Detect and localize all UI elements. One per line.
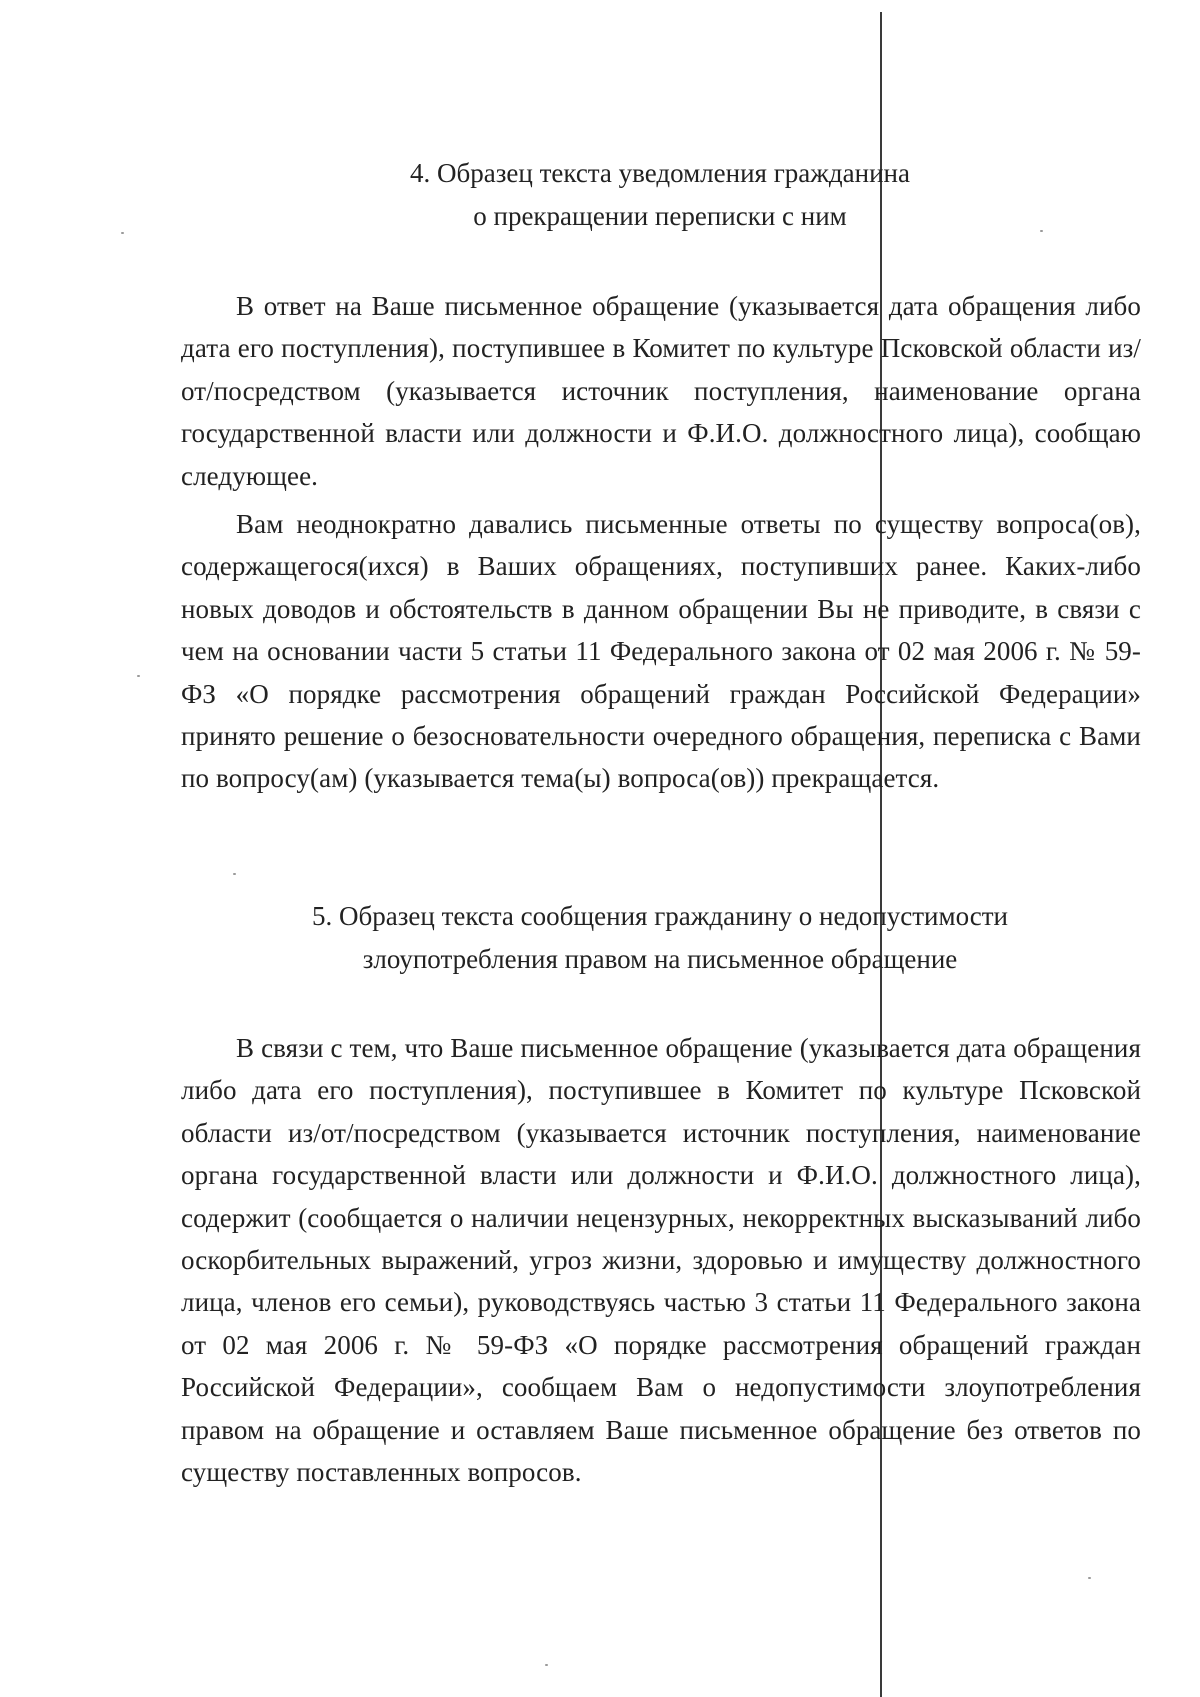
scan-speck xyxy=(233,873,236,875)
section-4-heading-line-2: о прекращении переписки с ним xyxy=(473,201,847,231)
section-5-heading xyxy=(180,895,1140,981)
section-4-heading-line-1: 4. Образец текста уведомления гражданина xyxy=(410,158,910,188)
scan-speck xyxy=(137,675,140,677)
scan-speck xyxy=(1088,1577,1091,1579)
scan-speck xyxy=(545,1664,548,1666)
section-4-heading xyxy=(180,152,1140,238)
section-5-heading-line-2: злоупотребления правом на письменное обращение xyxy=(362,944,958,974)
section-5-paragraph-1: В связи с тем, что Ваше письменное обращение (указывается дата обращения либо дата его поступления), поступившее в Комитет по культуре Псковской области из/от/посредством (указывается источник поступления, наименование органа государственной власти или должности и Ф.И.О. должностного лица), содержит (сообщается о наличии нецензурных, некорректных высказываний либо оскорбительных выражений, угроз жизни, здоровью и имуществу должностного лица, членов его семьи), руководствуясь частью 3 статьи 11 Федерального закона от 02 мая 2006 г. № 59-ФЗ «О порядке рассмотрения обращений граждан Российской Федерации», сообщаем Вам о недопустимости злоупотребления правом на обращение и оставляем Ваше письменное обращение без ответов по существу поставленных вопросов. xyxy=(181,1033,1141,1488)
section-4-paragraph-1: В ответ на Ваше письменное обращение (указывается дата обращения либо дата его поступления), поступившее в Комитет по культуре Псковской области из/от/посредством (указывается источник поступления, наименование органа государственной власти или должности и Ф.И.О. должностного лица), сообщаю следующее. xyxy=(181,291,1141,491)
scan-speck xyxy=(121,232,124,234)
section-4-paragraph-2: Вам неоднократно давались письменные ответы по существу вопроса(ов), содержащегося(ихся) в Ваших обращениях, поступивших ранее. Каких-либо новых доводов и обстоятельств в данном обращении Вы не приводите, в связи с чем на основании части 5 статьи 11 Федерального закона от 02 мая 2006 г. № 59-ФЗ «О порядке рассмотрения обращений граждан Российской Федерации» принято решение о безосновательности очередного обращения, переписка с Вами по вопросу(ам) (указывается тема(ы) вопроса(ов)) прекращается. xyxy=(181,509,1141,794)
section-5-heading-line-1: 5. Образец текста сообщения гражданину о недопустимости xyxy=(312,901,1008,931)
